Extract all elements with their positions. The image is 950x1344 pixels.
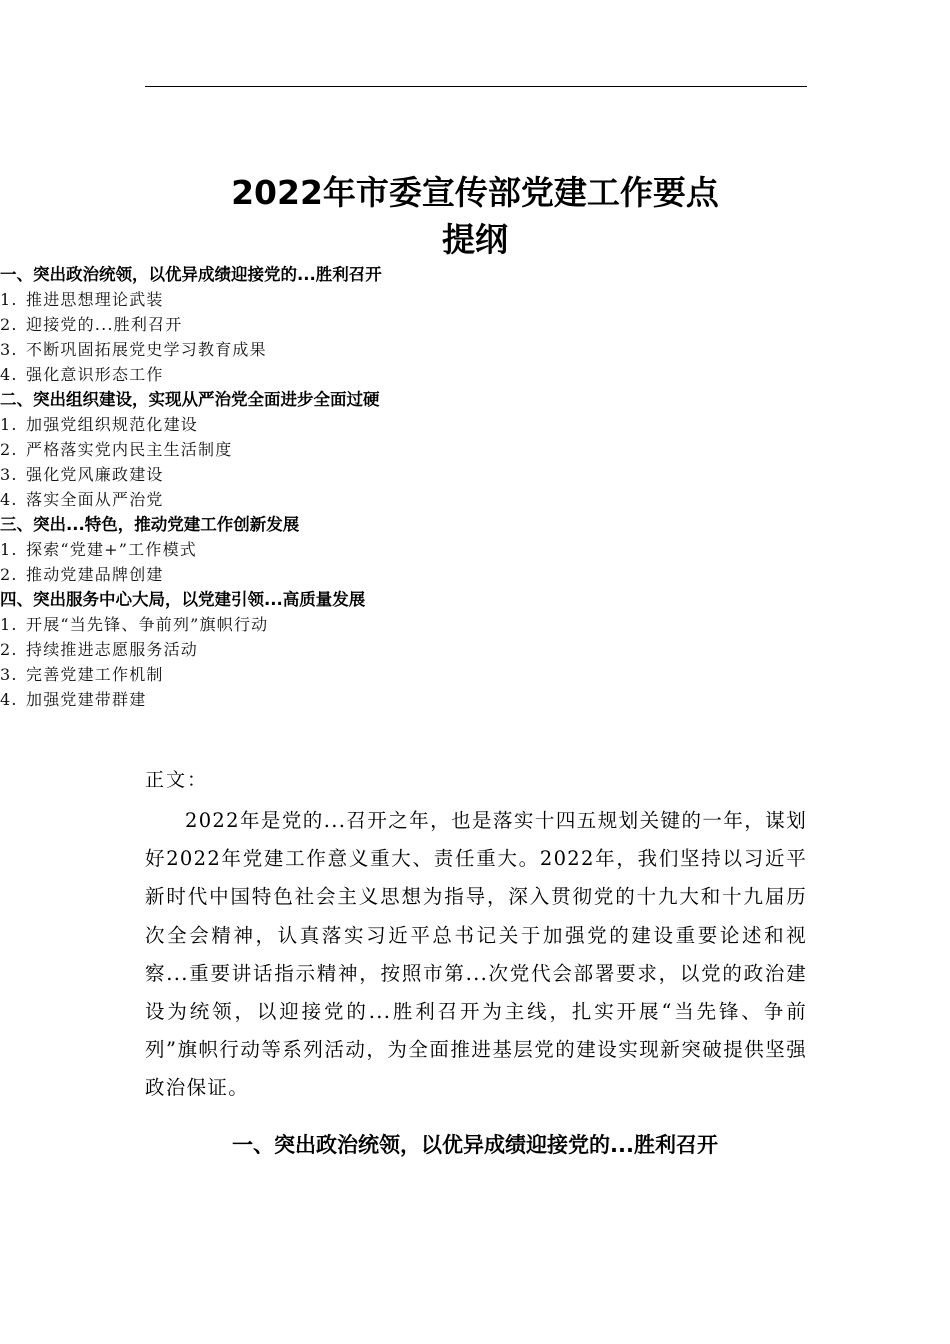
section-heading: 一、突出政治统领，以优异成绩迎接党的...胜利召开 (232, 1133, 718, 1157)
outline-item: 4. 强化意识形态工作 (0, 365, 164, 384)
outline-item: 2. 迎接党的...胜利召开 (0, 315, 183, 334)
outline-item: 3. 不断巩固拓展党史学习教育成果 (0, 340, 267, 359)
outline (0, 262, 950, 712)
outline-item: 4. 加强党建带群建 (0, 690, 147, 709)
document-subtitle: 提纲 (442, 220, 508, 259)
outline-item: 3. 完善党建工作机制 (0, 665, 164, 684)
outline-item: 1. 加强党组织规范化建设 (0, 415, 199, 434)
outline-item: 2. 持续推进志愿服务活动 (0, 640, 199, 659)
outline-item: 1. 探索“党建+”工作模式 (0, 540, 197, 559)
outline-item: 2. 推动党建品牌创建 (0, 565, 164, 584)
body-label: 正文： (145, 769, 209, 791)
outline-heading: 三、突出...特色，推动党建工作创新发展 (0, 515, 300, 534)
header-rule (145, 86, 807, 87)
outline-heading: 二、突出组织建设，实现从严治党全面进步全面过硬 (0, 390, 380, 409)
outline-item: 1. 推进思想理论武装 (0, 290, 164, 309)
body-paragraph: 2022年是党的...召开之年，也是落实十四五规划关键的一年，谋划好2022年党建工作意义重大、责任重大。2022年，我们坚持以习近平新时代中国特色社会主义思想为指导，深入贯彻党的十九大和十九届历次全会精神，认真落实习近平总书记关于加强党的建设重要论述和视察...重要讲话指示精神，按照市第...次党代会部署要求，以党的政治建设为统领，以迎接党的...胜利召开为主线，扎实开展“当先锋、争前列”旗帜行动等系列活动，为全面推进基层党的建设实现新突破提供坚强政治保证。 (145, 809, 807, 1100)
outline-heading: 一、突出政治统领，以优异成绩迎接党的...胜利召开 (0, 265, 382, 284)
outline-item: 4. 落实全面从严治党 (0, 490, 164, 509)
outline-heading: 四、突出服务中心大局，以党建引领...高质量发展 (0, 590, 366, 609)
outline-item: 2. 严格落实党内民主生活制度 (0, 440, 233, 459)
outline-item: 3. 强化党风廉政建设 (0, 465, 164, 484)
outline-item: 1. 开展“当先锋、争前列”旗帜行动 (0, 615, 269, 634)
document-title: 2022年市委宣传部党建工作要点 (231, 173, 719, 212)
